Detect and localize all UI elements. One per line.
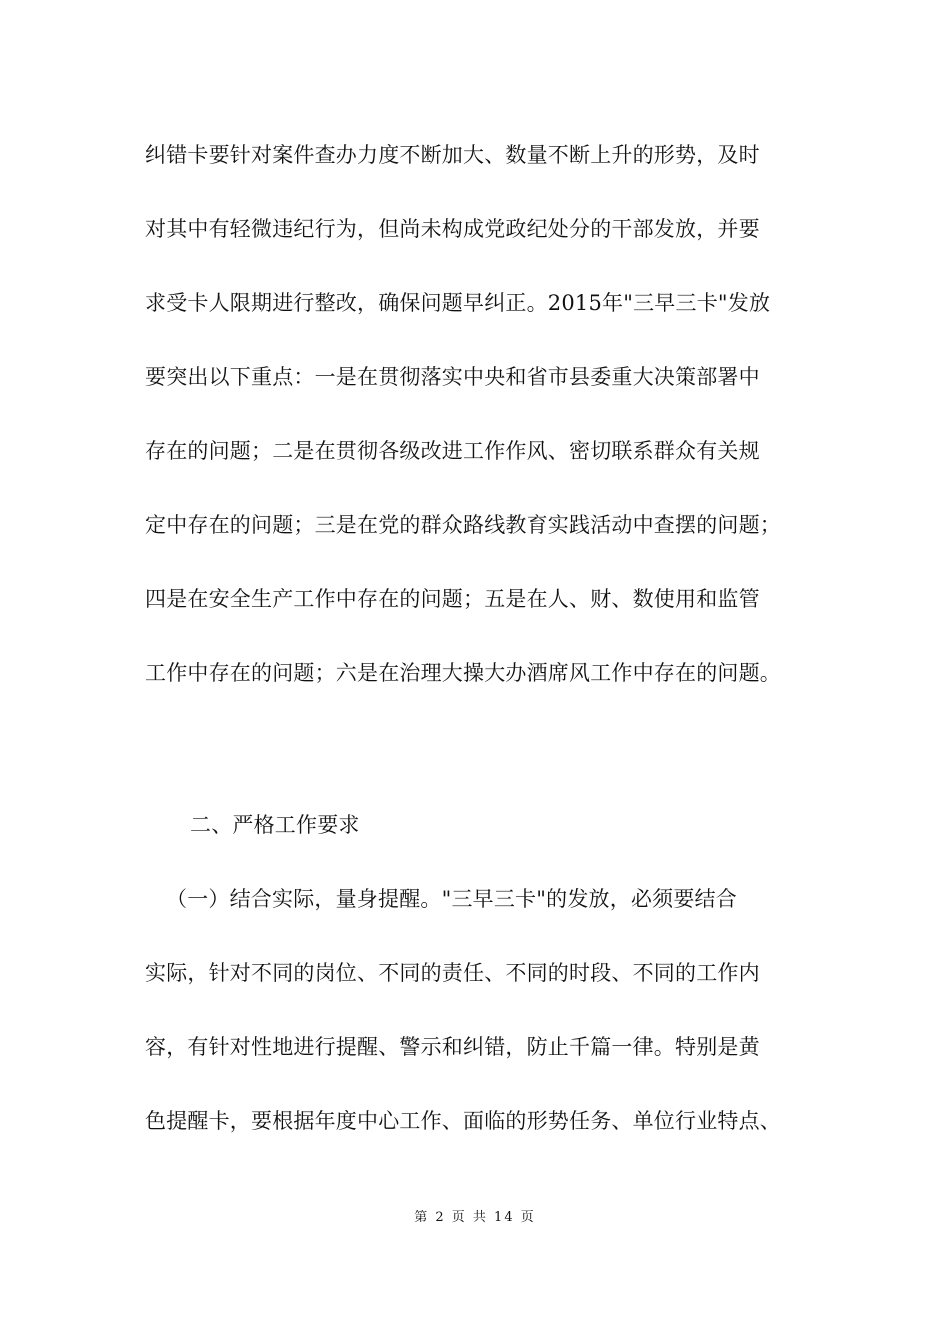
paragraph-line: （一）结合实际，量身提醒。"三早三卡"的发放，必须要结合 — [166, 887, 737, 911]
paragraph-line: 实际，针对不同的岗位、不同的责任、不同的时段、不同的工作内 — [145, 961, 760, 985]
paragraph-line: 工作中存在的问题；六是在治理大操大办酒席风工作中存在的问题。 — [145, 661, 781, 685]
paragraph-line: 色提醒卡，要根据年度中心工作、面临的形势任务、单位行业特点、 — [145, 1109, 781, 1133]
paragraph-line: 存在的问题；二是在贯彻各级改进工作作风、密切联系群众有关规 — [145, 439, 760, 463]
paragraph-line: 对其中有轻微违纪行为，但尚未构成党政纪处分的干部发放，并要 — [145, 217, 760, 241]
paragraph-line: 四是在安全生产工作中存在的问题；五是在人、财、数使用和监管 — [145, 587, 760, 611]
paragraph-line: 纠错卡要针对案件查办力度不断加大、数量不断上升的形势，及时 — [145, 143, 760, 167]
paragraph-line: 求受卡人限期进行整改，确保问题早纠正。2015年"三早三卡"发放 — [145, 291, 771, 315]
paragraph-line: 定中存在的问题；三是在党的群众路线教育实践活动中查摆的问题； — [145, 513, 781, 537]
section-heading: 二、严格工作要求 — [190, 813, 360, 837]
page-footer: 第 2 页 共 14 页 — [414, 1210, 536, 1225]
paragraph-line: 要突出以下重点：一是在贯彻落实中央和省市县委重大决策部署中 — [145, 365, 760, 389]
paragraph-line: 容，有针对性地进行提醒、警示和纠错，防止千篇一律。特别是黄 — [145, 1035, 760, 1059]
